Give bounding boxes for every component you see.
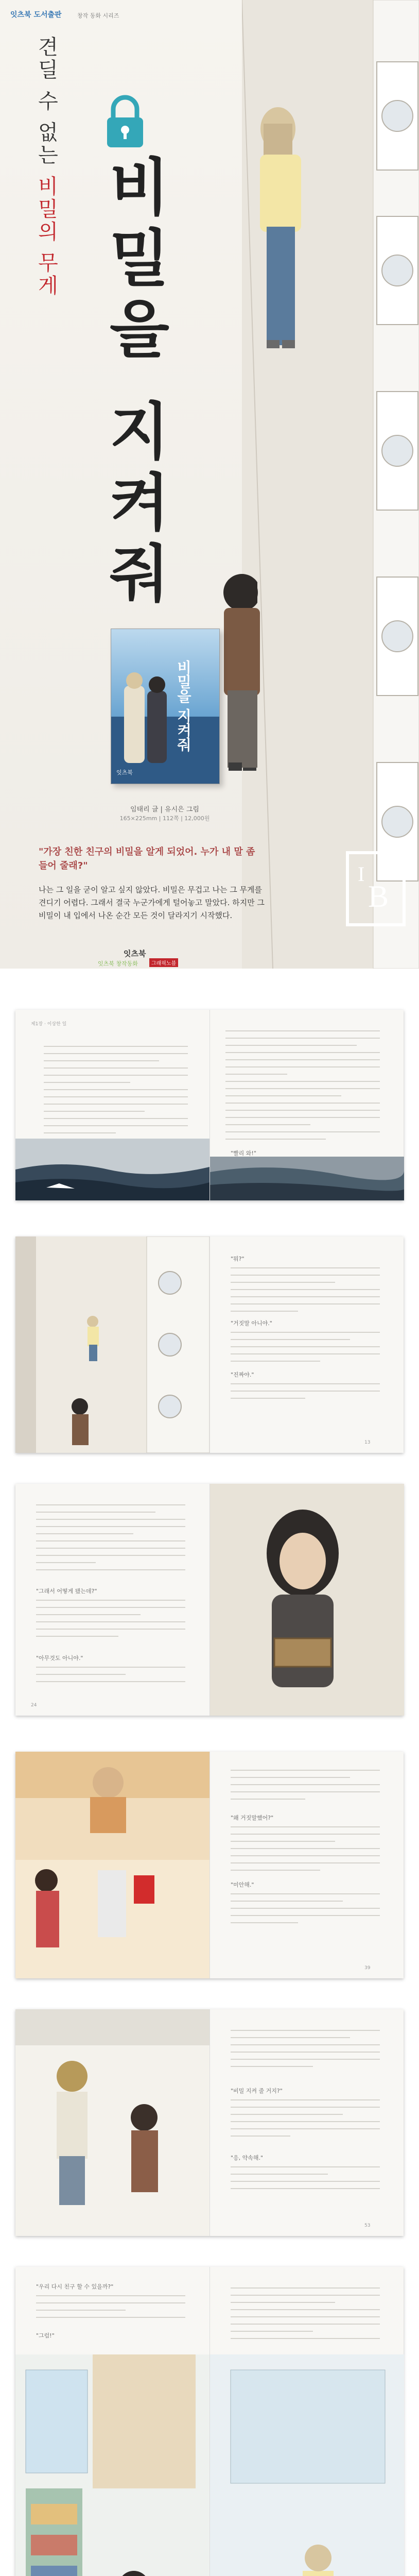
right-page	[210, 1752, 404, 1978]
page-text	[231, 2287, 380, 2345]
dialog-line: "거짓말 아니야."	[231, 1320, 272, 1327]
page-text	[231, 2166, 380, 2195]
bedroom-illustration	[15, 2354, 210, 2576]
dialog-line: "응, 약속해."	[231, 2155, 264, 2161]
left-page	[15, 1236, 210, 1453]
dialog-line: "비밀 지켜 줄 거지?"	[231, 2088, 283, 2094]
page-number: 39	[364, 1965, 371, 1971]
book-author: 임태리 글 | 유시은 그림	[130, 806, 199, 814]
left-page	[15, 1010, 210, 1200]
svg-text:B: B	[368, 879, 389, 913]
chapter-header: 제1장 · 이상한 일	[31, 1022, 67, 1027]
page-text	[231, 1267, 380, 1318]
left-page	[15, 1484, 210, 1716]
book-spread-2	[15, 1236, 404, 1453]
page-text	[231, 1893, 380, 1929]
laundry-room-illustration	[242, 0, 419, 969]
left-page	[15, 1752, 210, 1978]
right-page	[210, 1484, 404, 1716]
page-text	[36, 1504, 185, 1577]
lock-icon	[102, 93, 148, 149]
series-subtitle: 창작 동화 시리즈	[77, 12, 119, 19]
dialog-line: "그래서 어떻게 됐는데?"	[36, 1588, 97, 1595]
dialog-line: "아무것도 아니야."	[36, 1655, 83, 1662]
subtitle-text: 견딜 수 없는	[34, 36, 58, 167]
dialog-line: "뭐?"	[231, 1256, 245, 1262]
publisher-logo: 잇츠북	[124, 949, 146, 958]
page-text	[231, 2099, 380, 2143]
book-spread-4	[15, 1752, 404, 1978]
cover-illustration	[111, 629, 219, 784]
dialog-line: "왜 거짓말했어?"	[231, 1815, 274, 1821]
dialog-line: "빨리 와!"	[231, 1150, 256, 1157]
hero-section	[0, 0, 419, 969]
book-cover	[111, 629, 220, 784]
classroom-illustration	[15, 1752, 210, 1978]
book-cover-publisher: 잇츠북	[116, 769, 133, 776]
page-text	[231, 2030, 380, 2073]
svg-text:I: I	[358, 862, 365, 886]
hero-title: 비밀을 지켜줘	[98, 155, 170, 612]
series-tag: 그래픽노블	[149, 958, 178, 967]
left-page	[15, 2009, 210, 2236]
page-text	[36, 1667, 185, 1688]
book-spread-5	[15, 2009, 404, 2236]
sea-illustration	[15, 1139, 210, 1200]
page-text	[231, 1770, 380, 1806]
page-text	[225, 1030, 380, 1146]
left-page	[15, 2267, 210, 2576]
dialog-line: "그럼!"	[36, 2332, 55, 2339]
page-text	[231, 1332, 380, 1368]
right-page	[210, 1010, 404, 1200]
page-text	[231, 1383, 380, 1405]
page-text	[231, 1826, 380, 1877]
book-spec: 165×225mm | 112쪽 | 12,000원	[119, 815, 210, 822]
dialog-line: "우리 다시 친구 할 수 있을까?"	[36, 2283, 114, 2290]
dialog-line: "진짜야."	[231, 1371, 254, 1378]
page-number: 53	[364, 2223, 371, 2228]
dialog-line: "미안해."	[231, 1882, 254, 1888]
book-cover-title: 비밀을 지켜줘	[175, 660, 192, 752]
page-text	[36, 1600, 185, 1643]
page-number: 24	[31, 1703, 37, 1708]
right-page	[210, 2009, 404, 2236]
reading-girl-illustration	[210, 1484, 404, 1716]
right-page	[210, 1236, 404, 1453]
series-logo: 잇츠북 도서출판	[10, 11, 62, 19]
right-page	[210, 2267, 404, 2576]
hallway-illustration	[15, 1236, 210, 1453]
blurb-quote: "가장 친한 친구의 비밀을 알게 되었어. 누가 내 말 좀 들어 줄래?"	[39, 846, 255, 871]
book-spread-1	[15, 1010, 404, 1200]
publisher-stamp	[345, 850, 407, 927]
hero-subtitle	[31, 36, 62, 297]
blurb-body: 나는 그 일을 굳이 알고 싶지 않았다. 비밀은 무겁고 나는 그 무게를 견디기 어렵다. 그래서 결국 누군가에게 털어놓고 말았다. 하지만 그 비밀이 내 입에서 나온 순간 모든 것이 달라지기 시작했다.	[39, 885, 265, 920]
page-text	[44, 1046, 188, 1140]
corridor-illustration	[15, 2009, 210, 2236]
storm-illustration	[210, 1157, 404, 1200]
book-spread-6	[15, 2267, 404, 2576]
book-spread-3	[15, 1484, 404, 1716]
subtitle-accent: 비밀의 무게	[34, 175, 58, 297]
page-text	[36, 2295, 185, 2324]
series-name: 잇츠북 창작동화	[98, 960, 138, 967]
page-number: 13	[364, 1440, 371, 1445]
room-illustration	[210, 2354, 404, 2576]
